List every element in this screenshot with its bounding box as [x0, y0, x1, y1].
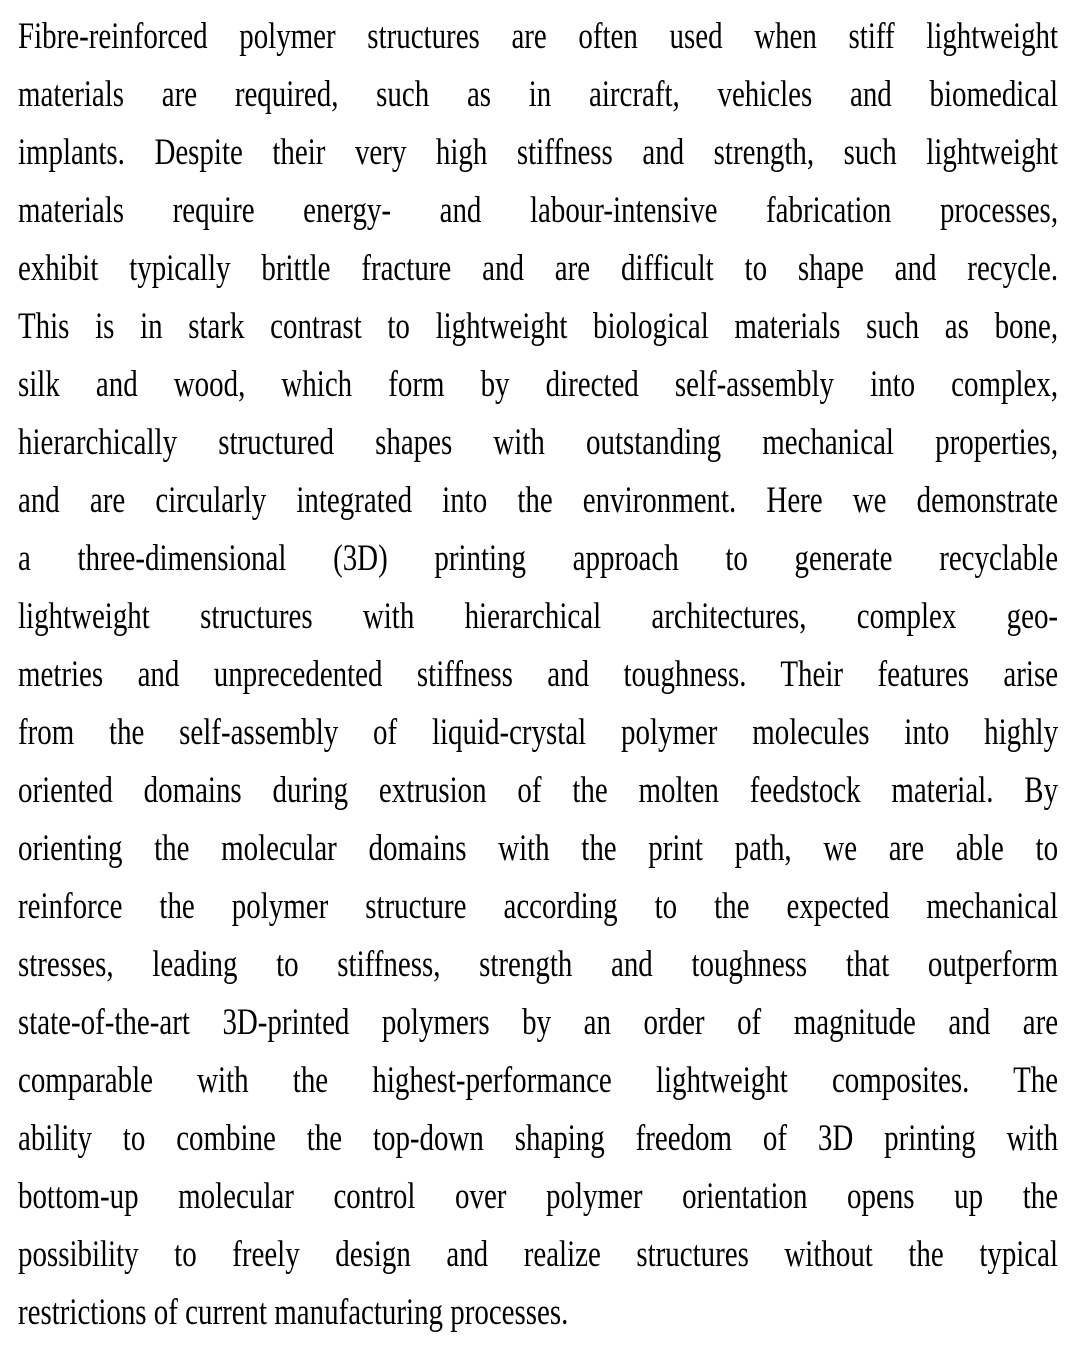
- abstract-line: silk and wood, which form by directed self-assembly into complex,: [18, 364, 1059, 405]
- abstract-line: oriented domains during extrusion of the molten feedstock material. By: [18, 770, 1059, 811]
- abstract-line: restrictions of current manufacturing processes.: [18, 1292, 569, 1333]
- abstract-line: exhibit typically brittle fracture and are difficult to shape and recycle.: [18, 248, 1059, 289]
- abstract-line: implants. Despite their very high stiffness and strength, such lightweight: [18, 132, 1059, 173]
- abstract-line: lightweight structures with hierarchical architectures, complex geo-: [18, 596, 1059, 637]
- abstract-line: comparable with the highest-performance lightweight composites. The: [18, 1060, 1059, 1101]
- abstract-line: metries and unprecedented stiffness and toughness. Their features arise: [18, 654, 1059, 695]
- abstract-line: orienting the molecular domains with the print path, we are able to: [18, 828, 1059, 869]
- abstract-paragraph: [18, 8, 1058, 1342]
- abstract-line: reinforce the polymer structure according to the expected mechanical: [18, 886, 1059, 927]
- abstract-line: ability to combine the top-down shaping freedom of 3D printing with: [18, 1118, 1059, 1159]
- abstract-line: a three-dimensional (3D) printing approach to generate recyclable: [18, 538, 1059, 579]
- abstract-line: possibility to freely design and realize structures without the typical: [18, 1234, 1059, 1275]
- abstract-line: hierarchically structured shapes with outstanding mechanical properties,: [18, 422, 1059, 463]
- abstract-line: materials require energy- and labour-intensive fabrication processes,: [18, 190, 1059, 231]
- abstract-text-block: [18, 8, 1058, 1342]
- abstract-line: and are circularly integrated into the environment. Here we demonstrate: [18, 480, 1059, 521]
- abstract-line: stresses, leading to stiffness, strength and toughness that outperform: [18, 944, 1059, 985]
- abstract-line: This is in stark contrast to lightweight biological materials such as bone,: [18, 306, 1059, 347]
- abstract-line: materials are required, such as in aircraft, vehicles and biomedical: [18, 74, 1059, 115]
- abstract-line: Fibre-reinforced polymer structures are often used when stiff lightweight: [18, 16, 1059, 57]
- abstract-line: bottom-up molecular control over polymer orientation opens up the: [18, 1176, 1059, 1217]
- abstract-line: state-of-the-art 3D-printed polymers by an order of magnitude and are: [18, 1002, 1059, 1043]
- abstract-line: from the self-assembly of liquid-crystal polymer molecules into highly: [18, 712, 1059, 753]
